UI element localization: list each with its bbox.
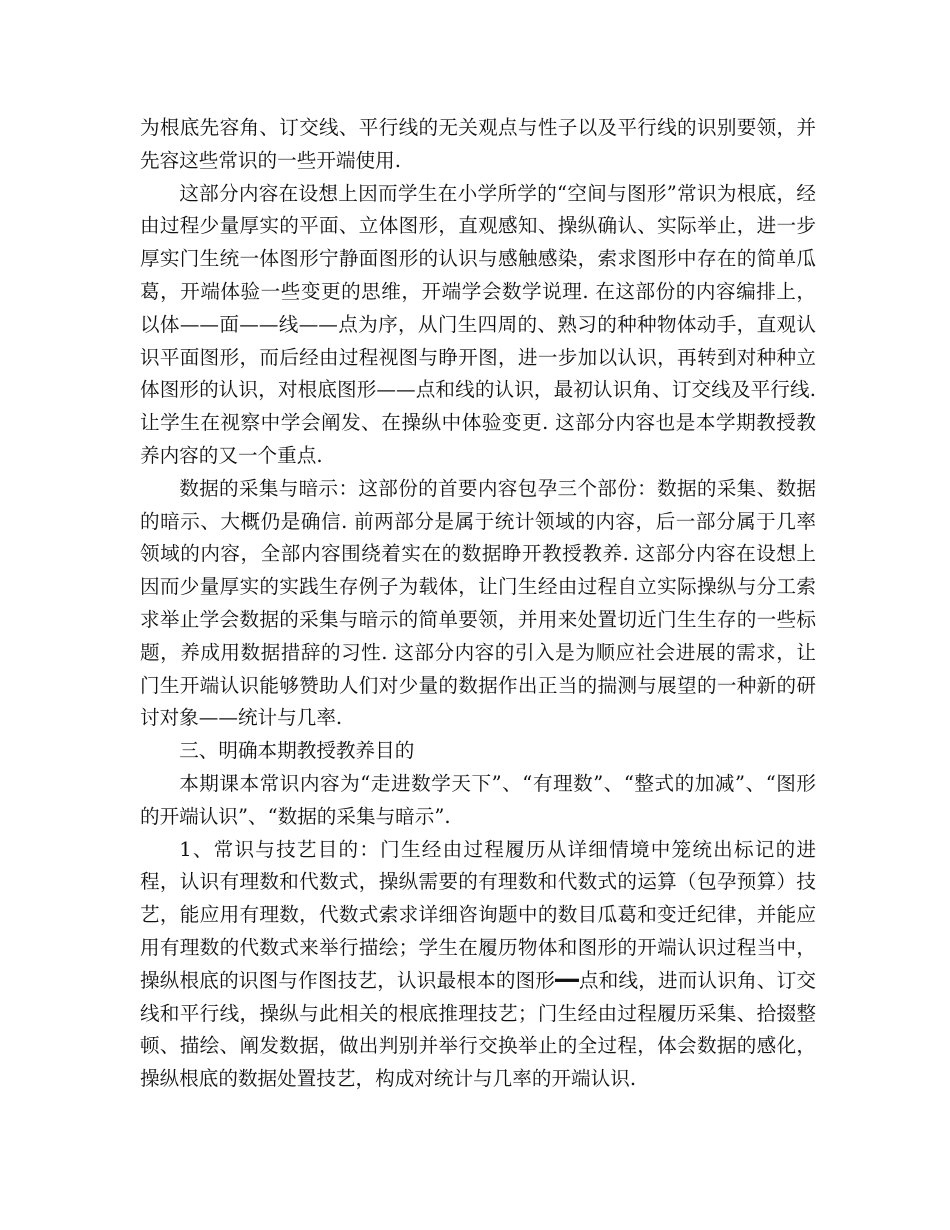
document-page: [140, 112, 816, 1096]
paragraph-knowledge-skill-goals: 1、常识与技艺目的：门生经由过程履历从详细情境中笼统出标记的进程，认识有理数和代数式，操纵需要的有理数和代数式的运算（包孕预算）技艺，能应用有理数，代数式索求详细咨询题中的数目瓜葛和变迁纪律，并能应用有理数的代数式来举行描绘；学生在履历物体和图形的开端认识过程当中，操纵根底的识图与作图技艺，认识最根本的图形━━点和线，进而认识角、订交线和平行线，操纵与此相关的根底推理技艺；门生经由过程履历采集、拾掇整顿、描绘、阐发数据，做出判别并举行交换举止的全过程，体会数据的感化，操纵根底的数据处置技艺，构成对统计与几率的开端认识.: [140, 837, 816, 1091]
section-heading-teaching-goals: 三、明确本期教授教养目的: [179, 739, 415, 763]
paragraph-textbook-content: 本期课本常识内容为“走进数学天下”、“有理数”、“整式的加减”、“图形的开端认识”、“数据的采集与暗示”.: [140, 771, 816, 828]
paragraph-data-collection: 数据的采集与暗示：这部份的首要内容包孕三个部份：数据的采集、数据的暗示、大概仍是确信. 前两部分是属于统计领域的内容，后一部分属于几率领域的内容，全部内容围绕着实在的数据睁开教授教养. 这部分内容在设想上因而少量厚实的实践生存例子为载体，让门生经由过程自立实际操纵与分工索求举止学会数据的采集与暗示的简单要领，并用来处置切近门生生存的一些标题，养成用数据措辞的习性. 这部分内容的引入是为顺应社会进展的需求，让门生开端认识能够赞助人们对少量的数据作出正当的揣测与展望的一种新的研讨对象——统计与几率.: [140, 476, 816, 730]
paragraph-space-and-shapes: 这部分内容在设想上因而学生在小学所学的“空间与图形”常识为根底，经由过程少量厚实的平面、立体图形，直观感知、操纵确认、实际举止，进一步厚实门生统一体图形宁静面图形的认识与感触感染，索求图形中存在的简单瓜葛，开端体验一些变更的思维，开端学会数学说理. 在这部份的内容编排上，以体——面——线——点为序，从门生四周的、熟习的种种物体动手，直观认识平面图形，而后经由过程视图与睁开图，进一步加以认识，再转到对种种立体图形的认识，对根底图形——点和线的认识，最初认识角、订交线及平行线. 让学生在视察中学会阐发、在操纵中体验变更. 这部分内容也是本学期教授教养内容的又一个重点.: [140, 181, 816, 467]
paragraph-intro-continuation: 为根底先容角、订交线、平行线的无关观点与性子以及平行线的识别要领，并先容这些常识的一些开端使用.: [140, 116, 816, 172]
